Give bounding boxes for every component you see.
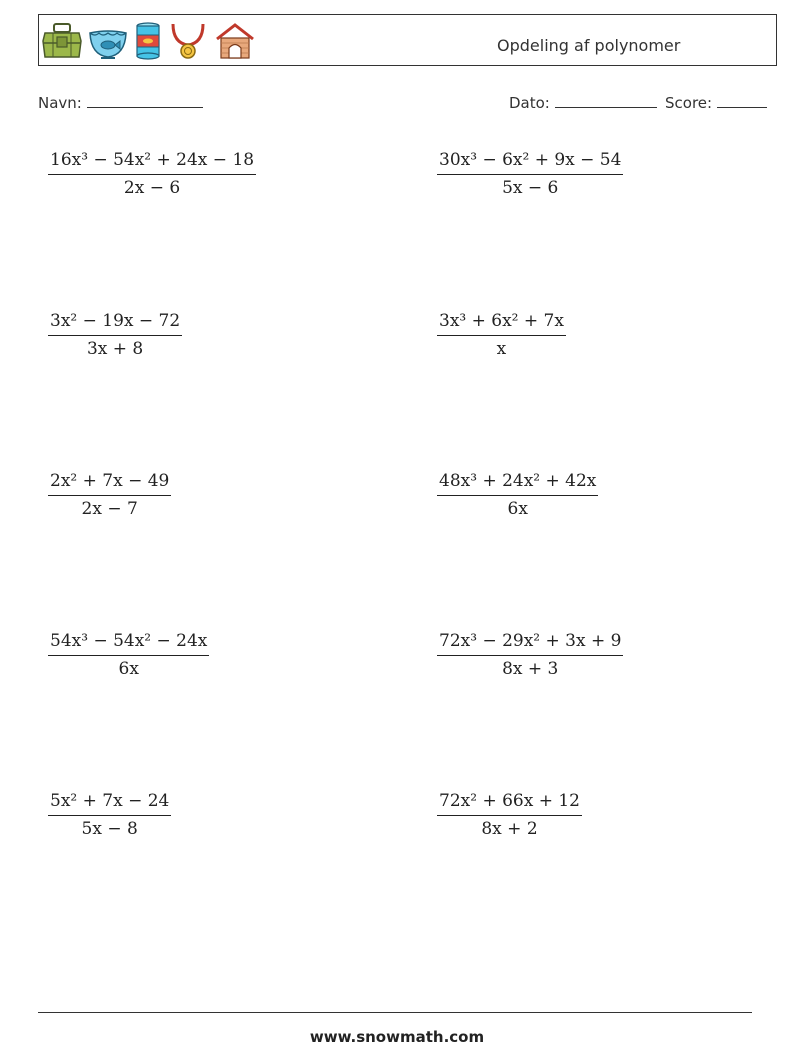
- fraction: [48, 791, 171, 839]
- problem-7: [48, 631, 209, 679]
- fraction: [48, 471, 171, 519]
- numerator: 30x³ − 6x² + 9x − 54: [439, 150, 622, 170]
- date-blank[interactable]: [555, 93, 657, 108]
- problem-10: [437, 791, 582, 839]
- worksheet-title: Opdeling af polynomer: [497, 36, 681, 55]
- fraction: [437, 471, 598, 519]
- numerator: 3x² − 19x − 72: [50, 311, 181, 331]
- numerator: 3x³ + 6x² + 7x: [439, 311, 564, 331]
- numerator: 16x³ − 54x² + 24x − 18: [50, 150, 255, 170]
- numerator: 72x² + 66x + 12: [439, 791, 580, 811]
- score-field: [665, 93, 767, 112]
- fraction: [437, 791, 582, 839]
- tin-can-icon: [133, 21, 163, 61]
- score-label: Score:: [665, 94, 713, 112]
- name-field: [38, 93, 203, 112]
- denominator: 5x − 6: [437, 174, 623, 198]
- fraction: [48, 150, 256, 198]
- fish-bowl-icon: [87, 21, 129, 61]
- date-field: [509, 93, 657, 112]
- problem-5: [48, 471, 171, 519]
- date-label: Dato:: [509, 94, 550, 112]
- name-blank[interactable]: [87, 93, 203, 108]
- score-blank[interactable]: [717, 93, 767, 108]
- numerator: 5x² + 7x − 24: [50, 791, 170, 811]
- numerator: 2x² + 7x − 49: [50, 471, 170, 491]
- tackle-box-icon: [41, 21, 83, 61]
- denominator: 5x − 8: [48, 815, 171, 839]
- numerator: 54x³ − 54x² − 24x: [50, 631, 208, 651]
- problem-4: [437, 311, 566, 359]
- problem-2: [437, 150, 623, 198]
- footer-divider: [38, 1012, 752, 1013]
- problem-1: [48, 150, 256, 198]
- footer-url[interactable]: www.snowmath.com: [309, 1028, 485, 1046]
- denominator: 8x + 3: [437, 655, 623, 679]
- fraction: [437, 311, 566, 359]
- denominator: 6x: [437, 495, 598, 519]
- numerator: 48x³ + 24x² + 42x: [439, 471, 597, 491]
- problem-9: [48, 791, 171, 839]
- name-label: Navn:: [38, 94, 82, 112]
- header-icons: [41, 18, 257, 64]
- problem-8: [437, 631, 623, 679]
- problem-3: [48, 311, 182, 359]
- denominator: 2x − 6: [48, 174, 256, 198]
- denominator: x: [437, 335, 566, 359]
- problem-6: [437, 471, 598, 519]
- medal-icon: [167, 21, 209, 61]
- fraction: [48, 311, 182, 359]
- dog-house-icon: [213, 21, 257, 61]
- denominator: 3x + 8: [48, 335, 182, 359]
- denominator: 8x + 2: [437, 815, 582, 839]
- fraction: [437, 150, 623, 198]
- denominator: 2x − 7: [48, 495, 171, 519]
- fraction: [48, 631, 209, 679]
- fraction: [437, 631, 623, 679]
- worksheet-header: [38, 14, 777, 66]
- numerator: 72x³ − 29x² + 3x + 9: [439, 631, 622, 651]
- denominator: 6x: [48, 655, 209, 679]
